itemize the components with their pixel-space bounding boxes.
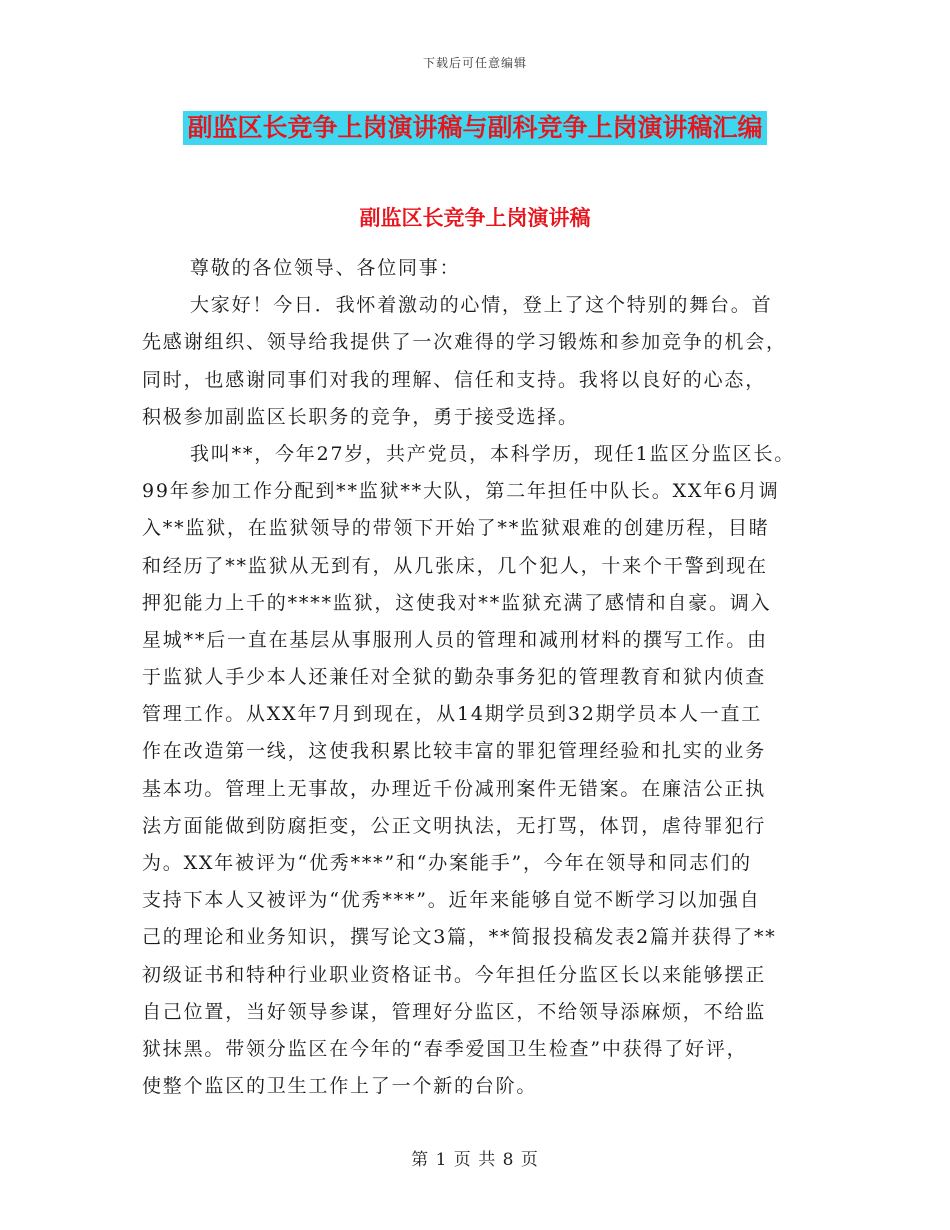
body-line: 押犯能力上千的****监狱，这使我对**监狱充满了感情和自豪。调入	[142, 591, 772, 614]
body-line: 星城**后一直在基层从事服刑人员的管理和减刑材料的撰写工作。由	[142, 628, 768, 651]
body-line: 大家好！今日．我怀着激动的心情，登上了这个特别的舞台。首	[190, 294, 773, 317]
page-number: 第 1 页 共 8 页	[411, 1150, 539, 1170]
page-header-note: 下载后可任意编辑	[422, 56, 527, 70]
body-text	[142, 250, 822, 1105]
body-line: 99年参加工作分配到**监狱**大队，第二年担任中队长。XX年6月调	[142, 480, 780, 503]
body-line: 我叫**，今年27岁，共产党员，本科学历，现任1监区分监区长。	[190, 442, 796, 465]
body-line: 自己位置，当好领导参谋，管理好分监区，不给领导添麻烦，不给监	[142, 1000, 767, 1023]
body-line: 管理工作。从XX年7月到现在，从14期学员到32期学员本人一直工	[142, 703, 763, 726]
body-line: 先感谢组织、领导给我提供了一次难得的学习锻炼和参加竞争的机会，	[142, 331, 787, 354]
body-line: 于监狱人手少本人还兼任对全狱的勤杂事务犯的管理教育和狱内侦查	[142, 666, 767, 689]
body-line: 积极参加副监区长职务的竞争，勇于接受选择。	[142, 405, 579, 428]
body-line: 法方面能做到防腐拒变，公正文明执法，无打骂，体罚，虐待罪犯行	[142, 814, 767, 837]
body-line: 基本功。管理上无事故，办理近千份减刑案件无错案。在廉洁公正执	[142, 777, 767, 800]
body-line: 和经历了**监狱从无到有，从几张床，几个犯人，十来个干警到现在	[142, 554, 768, 577]
body-line: 己的理论和业务知识，撰写论文3篇，**简报投稿发表2篇并获得了**	[142, 926, 777, 949]
body-line: 初级证书和特种行业职业资格证书。今年担任分监区长以来能够摆正	[142, 963, 767, 986]
document-title: 副监区长竞争上岗演讲稿与副科竞争上岗演讲稿汇编	[183, 111, 766, 145]
body-line: 支持下本人又被评为“优秀***”。近年来能够自觉不断学习以加强自	[142, 889, 761, 912]
body-line: 入**监狱，在监狱领导的带领下开始了**监狱艰难的创建历程，目睹	[142, 517, 770, 540]
body-line: 使整个监区的卫生工作上了一个新的台阶。	[142, 1075, 538, 1098]
body-line: 狱抹黑。带领分监区在今年的“春季爱国卫生检查”中获得了好评，	[142, 1037, 748, 1060]
section-title: 副监区长竞争上岗演讲稿	[359, 206, 591, 230]
main-title-wrap	[0, 111, 950, 145]
body-line: 为。XX年被评为“优秀***”和“办案能手”，今年在领导和同志们的	[142, 852, 752, 874]
body-line: 作在改造第一线，这使我积累比较丰富的罪犯管理经验和扎实的业务	[142, 740, 767, 763]
body-line: 同时，也感谢同事们对我的理解、信任和支持。我将以良好的心态，	[142, 368, 767, 391]
body-line: 尊敬的各位领导、各位同事：	[190, 257, 461, 279]
